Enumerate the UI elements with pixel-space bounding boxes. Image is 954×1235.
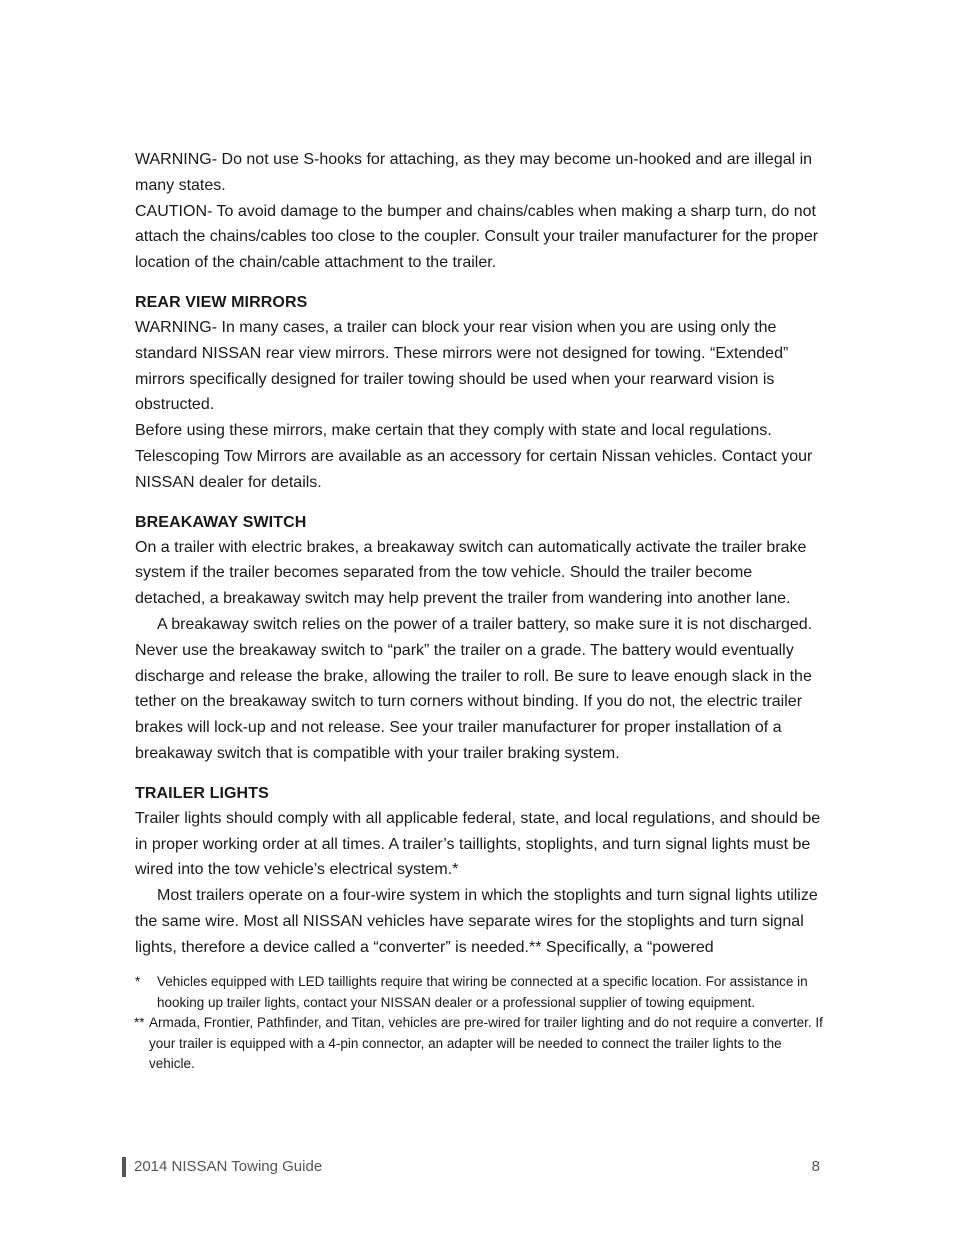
breakaway-paragraph-2: A breakaway switch relies on the power of a trailer battery, so make sure it is not discharged. Never use the breakaway switch to “park” the trailer on a grade. The battery would eventually discharge and release the brake, allowing the trailer to roll. Be sure to leave enough slack in the tether on the breakaway switch to turn corners without binding. If you do not, the electric trailer brakes will lock-up and not release. See your trailer manufacturer for proper installation of a breakaway switch that is compatible with your trailer braking system. — [135, 615, 813, 762]
warning-text: - Do not use S-hooks for attaching, as they may become un-hooked and are illegal in many states. — [135, 151, 813, 194]
warning-label: WARNING — [135, 318, 212, 336]
footer-bar — [122, 1157, 126, 1177]
caution-text: - To avoid damage to the bumper and chains/cables when making a sharp turn, do not attach the chains/cables too close to the coupler. Consult your trailer manufacturer for the proper location of the chain/cable attachment to the trailer. — [135, 202, 819, 272]
warning-rear-vision — [135, 315, 821, 418]
caution-label: CAUTION — [135, 202, 207, 220]
breakaway-paragraph-1: On a trailer with electric brakes, a breakaway switch can automatically activate the trailer brake system if the trailer becomes separated from the tow vehicle. Should the trailer become detached, a breakaway switch may help prevent the trailer from wandering into another lane. — [135, 538, 807, 608]
footer-guide-title: 2014 NISSAN Towing Guide — [134, 1158, 323, 1175]
page-body — [135, 147, 821, 961]
trailer-lights-paragraph-2: Most trailers operate on a four-wire system in which the stoplights and turn signal lights utilize the same wire. Most all NISSAN vehicles have separate wires for the stoplights and turn signal lights, therefore a device called a “converter” is needed.** Specifically, a “powered — [135, 887, 818, 956]
footnote-text: Vehicles equipped with LED taillights require that wiring be connected at a specific location. For assistance in hooking up trailer lights, contact your NISSAN dealer or a professional supplier of towing equipment. — [157, 974, 808, 1010]
footnote-2 — [135, 1013, 825, 1075]
page-footer — [122, 1156, 820, 1178]
footnotes — [135, 972, 825, 1075]
heading-trailer-lights: TRAILER LIGHTS — [135, 784, 269, 802]
footnote-marker: * — [135, 974, 141, 989]
warning-s-hooks — [135, 147, 821, 199]
mirrors-paragraph: Before using these mirrors, make certain that they comply with state and local regulations. Telescoping Tow Mirrors are available as an accessory for certain Nissan vehicles. Contact your NISSAN dealer for details. — [135, 422, 813, 491]
footnote-1 — [135, 972, 825, 1013]
warning-label: WARNING — [135, 151, 212, 168]
footnote-marker: ** — [134, 1015, 145, 1030]
heading-breakaway-switch: BREAKAWAY SWITCH — [135, 513, 307, 531]
caution-chains — [135, 199, 821, 276]
heading-rear-view-mirrors: REAR VIEW MIRRORS — [135, 293, 308, 311]
page-number: 8 — [811, 1158, 820, 1175]
trailer-lights-paragraph-1: Trailer lights should comply with all applicable federal, state, and local regulations, and should be in proper working order at all times. A trailer’s taillights, stoplights, and turn signal lights must be wired into the tow vehicle’s electrical system.* — [135, 809, 821, 879]
footnote-text: Armada, Frontier, Pathfinder, and Titan, vehicles are pre-wired for trailer lighting and do not require a converter. If your trailer is equipped with a 4-pin connector, an adapter will be needed to connect the trailer lights to the vehicle. — [149, 1015, 823, 1071]
warning-text: - In many cases, a trailer can block your rear vision when you are using only the standard NISSAN rear view mirrors. These mirrors were not designed for towing. “Extended” mirrors specifically designed for trailer towing should be used when your rearward vision is obstructed. — [135, 318, 789, 414]
